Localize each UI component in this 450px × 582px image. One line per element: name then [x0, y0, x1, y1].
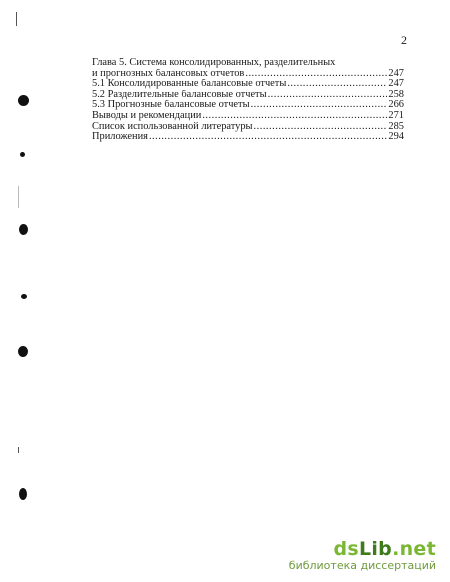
toc-entry	[92, 79, 404, 90]
binder-hole	[19, 224, 28, 235]
binder-hole	[19, 488, 27, 500]
toc-entry	[92, 58, 404, 69]
toc-entry-page: 285	[388, 121, 404, 132]
toc-entry-label: Выводы и рекомендации	[92, 110, 202, 121]
toc-entry-page: 271	[388, 110, 404, 121]
binder-hole	[20, 152, 25, 157]
toc-entry	[92, 90, 404, 101]
table-of-contents	[92, 58, 404, 143]
toc-leader-dots	[268, 90, 388, 101]
scan-mark	[16, 12, 17, 26]
toc-entry-page: 258	[388, 89, 404, 100]
toc-entry-page: 266	[388, 100, 404, 111]
toc-leader-dots	[287, 79, 387, 90]
toc-entry-label: 5.3 Прогнозные балансовые отчеты	[92, 100, 250, 111]
page-number: 2	[401, 33, 407, 47]
toc-entry-label: 5.1 Консолидированные балансовые отчеты	[92, 79, 287, 90]
toc-entry	[92, 111, 404, 122]
watermark-logo: dsLib.net	[333, 538, 436, 560]
toc-entry	[92, 132, 404, 143]
toc-entry-page: 247	[388, 68, 404, 79]
toc-entry-label: Глава 5. Система консолидированных, разделительных	[92, 58, 336, 68]
toc-leader-dots	[251, 100, 388, 111]
scan-mark	[18, 447, 19, 453]
toc-entry	[92, 122, 404, 133]
toc-entry-label: Приложения	[92, 132, 148, 143]
toc-entry	[92, 100, 404, 111]
toc-entry-page: 247	[388, 79, 404, 90]
scan-mark	[18, 186, 19, 208]
toc-leader-dots	[254, 122, 388, 133]
binder-hole	[18, 95, 29, 106]
toc-entry	[92, 69, 404, 80]
watermark	[289, 539, 436, 572]
toc-leader-dots	[245, 69, 387, 80]
toc-entry-label: 5.2 Разделительные балансовые отчеты	[92, 89, 267, 100]
binder-hole	[21, 294, 27, 299]
toc-leader-dots	[202, 111, 387, 122]
toc-entry-label: и прогнозных балансовых отчетов	[92, 68, 245, 79]
toc-entry-page: 294	[388, 132, 404, 143]
binder-hole	[18, 346, 28, 357]
watermark-tagline: библиотека диссертаций	[288, 559, 436, 572]
toc-leader-dots	[149, 132, 387, 143]
toc-entry-label: Список использованной литературы	[92, 121, 253, 132]
